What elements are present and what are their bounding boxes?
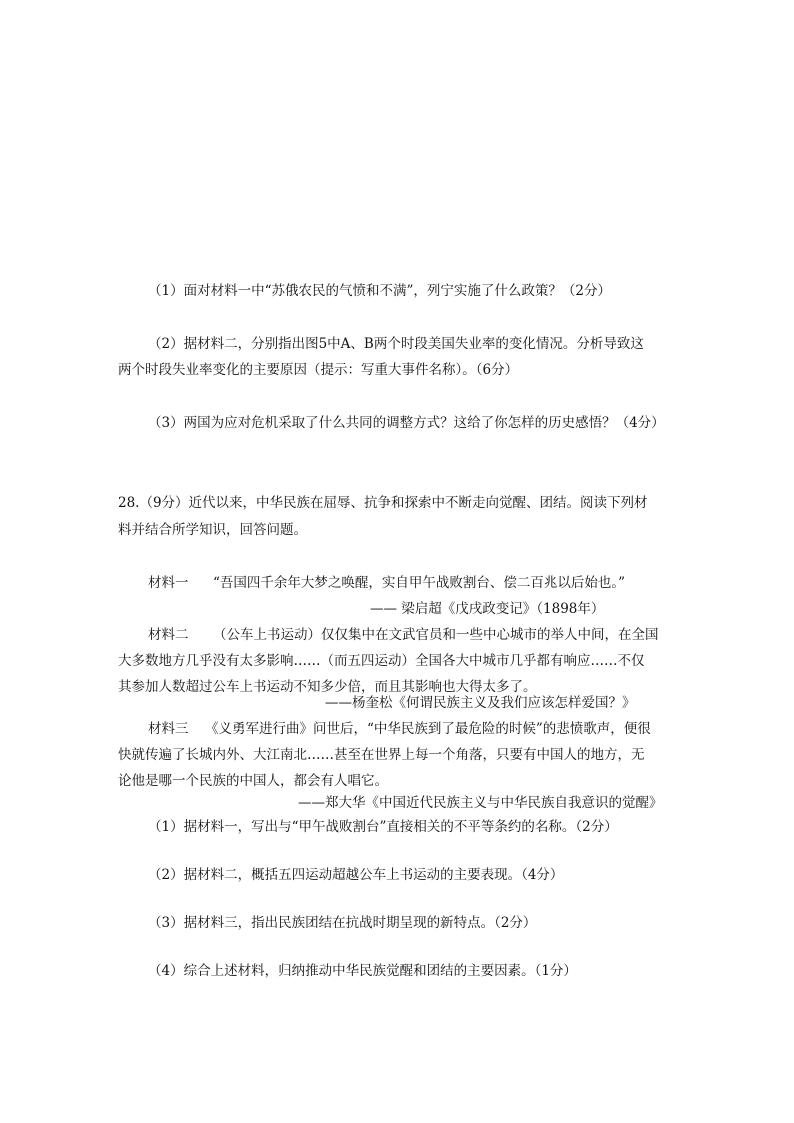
question-28-sub-1: （1）据材料一，写出与“甲午战败割台”直接相关的不平等条约的名称。（2分） — [148, 819, 618, 835]
material-3-line2: 快就传遍了长城内外、大江南北……甚至在世界上每一个角落，只要有中国人的地方，无 — [118, 747, 645, 763]
material-2-line1: （公车上书运动）仅仅集中在文武官员和一些中心城市的举人中间，在全国 — [213, 627, 659, 643]
question-28-intro-line1: 28.（9分）近代以来，中华民族在屈辱、抗争和探索中不断走向觉醒、团结。阅读下列材 — [118, 495, 648, 511]
material-3-line1: 《义勇军进行曲》问世后，“中华民族到了最危险的时候”的悲愤歌声，便很 — [205, 721, 651, 737]
subquestion-2-line1: （2）据材料二，分别指出图5中A、B两个时段美国失业率的变化情况。分析导致这 — [148, 336, 644, 352]
material-1-source: —— 梁启超《戊戌政变记》（1898年） — [370, 601, 605, 617]
material-1-label: 材料一 — [148, 575, 189, 591]
question-28-intro-line2: 料并结合所学知识，回答问题。 — [118, 522, 307, 538]
material-2-line2: 大多数地方几乎没有太多影响……（而五四运动）全国各大中城市几乎都有响应……不仅 — [118, 653, 645, 669]
material-2-line3: 其参加人数超过公车上书运动不知多少倍，而且其影响也大得太多了。 — [118, 679, 537, 695]
material-3-source: ——郑大华《中国近代民族主义与中华民族自我意识的觉醒》 — [298, 795, 663, 811]
subquestion-2-line2: 两个时段失业率变化的主要原因（提示：写重大事件名称）。（6分） — [118, 362, 519, 378]
subquestion-1: （1）面对材料一中“苏俄农民的气愤和不满”，列宁实施了什么政策？（2分） — [148, 283, 611, 299]
material-3-label: 材料三 — [148, 721, 189, 737]
question-28-sub-4: （4）综合上述材料，归纳推动中华民族觉醒和团结的主要因素。（1分） — [148, 963, 577, 979]
question-28-sub-3: （3）据材料三，指出民族团结在抗战时期呈现的新特点。（2分） — [148, 915, 537, 931]
material-3-line3: 论他是哪一个民族的中国人，都会有人唱它。 — [118, 773, 388, 789]
material-2-source: ——杨奎松《何谓民族主义及我们应该怎样爱国？》 — [325, 695, 636, 711]
question-28-sub-2: （2）据材料二，概括五四运动超越公车上书运动的主要表现。（4分） — [148, 867, 564, 883]
material-1-text: “吾国四千余年大梦之唤醒，实自甲午战败割台、偿二百兆以后始也。” — [213, 575, 626, 591]
material-2-label: 材料二 — [148, 627, 189, 643]
subquestion-3: （3）两国为应对危机采取了什么共同的调整方式？这给了你怎样的历史感悟？（4分） — [148, 415, 665, 431]
